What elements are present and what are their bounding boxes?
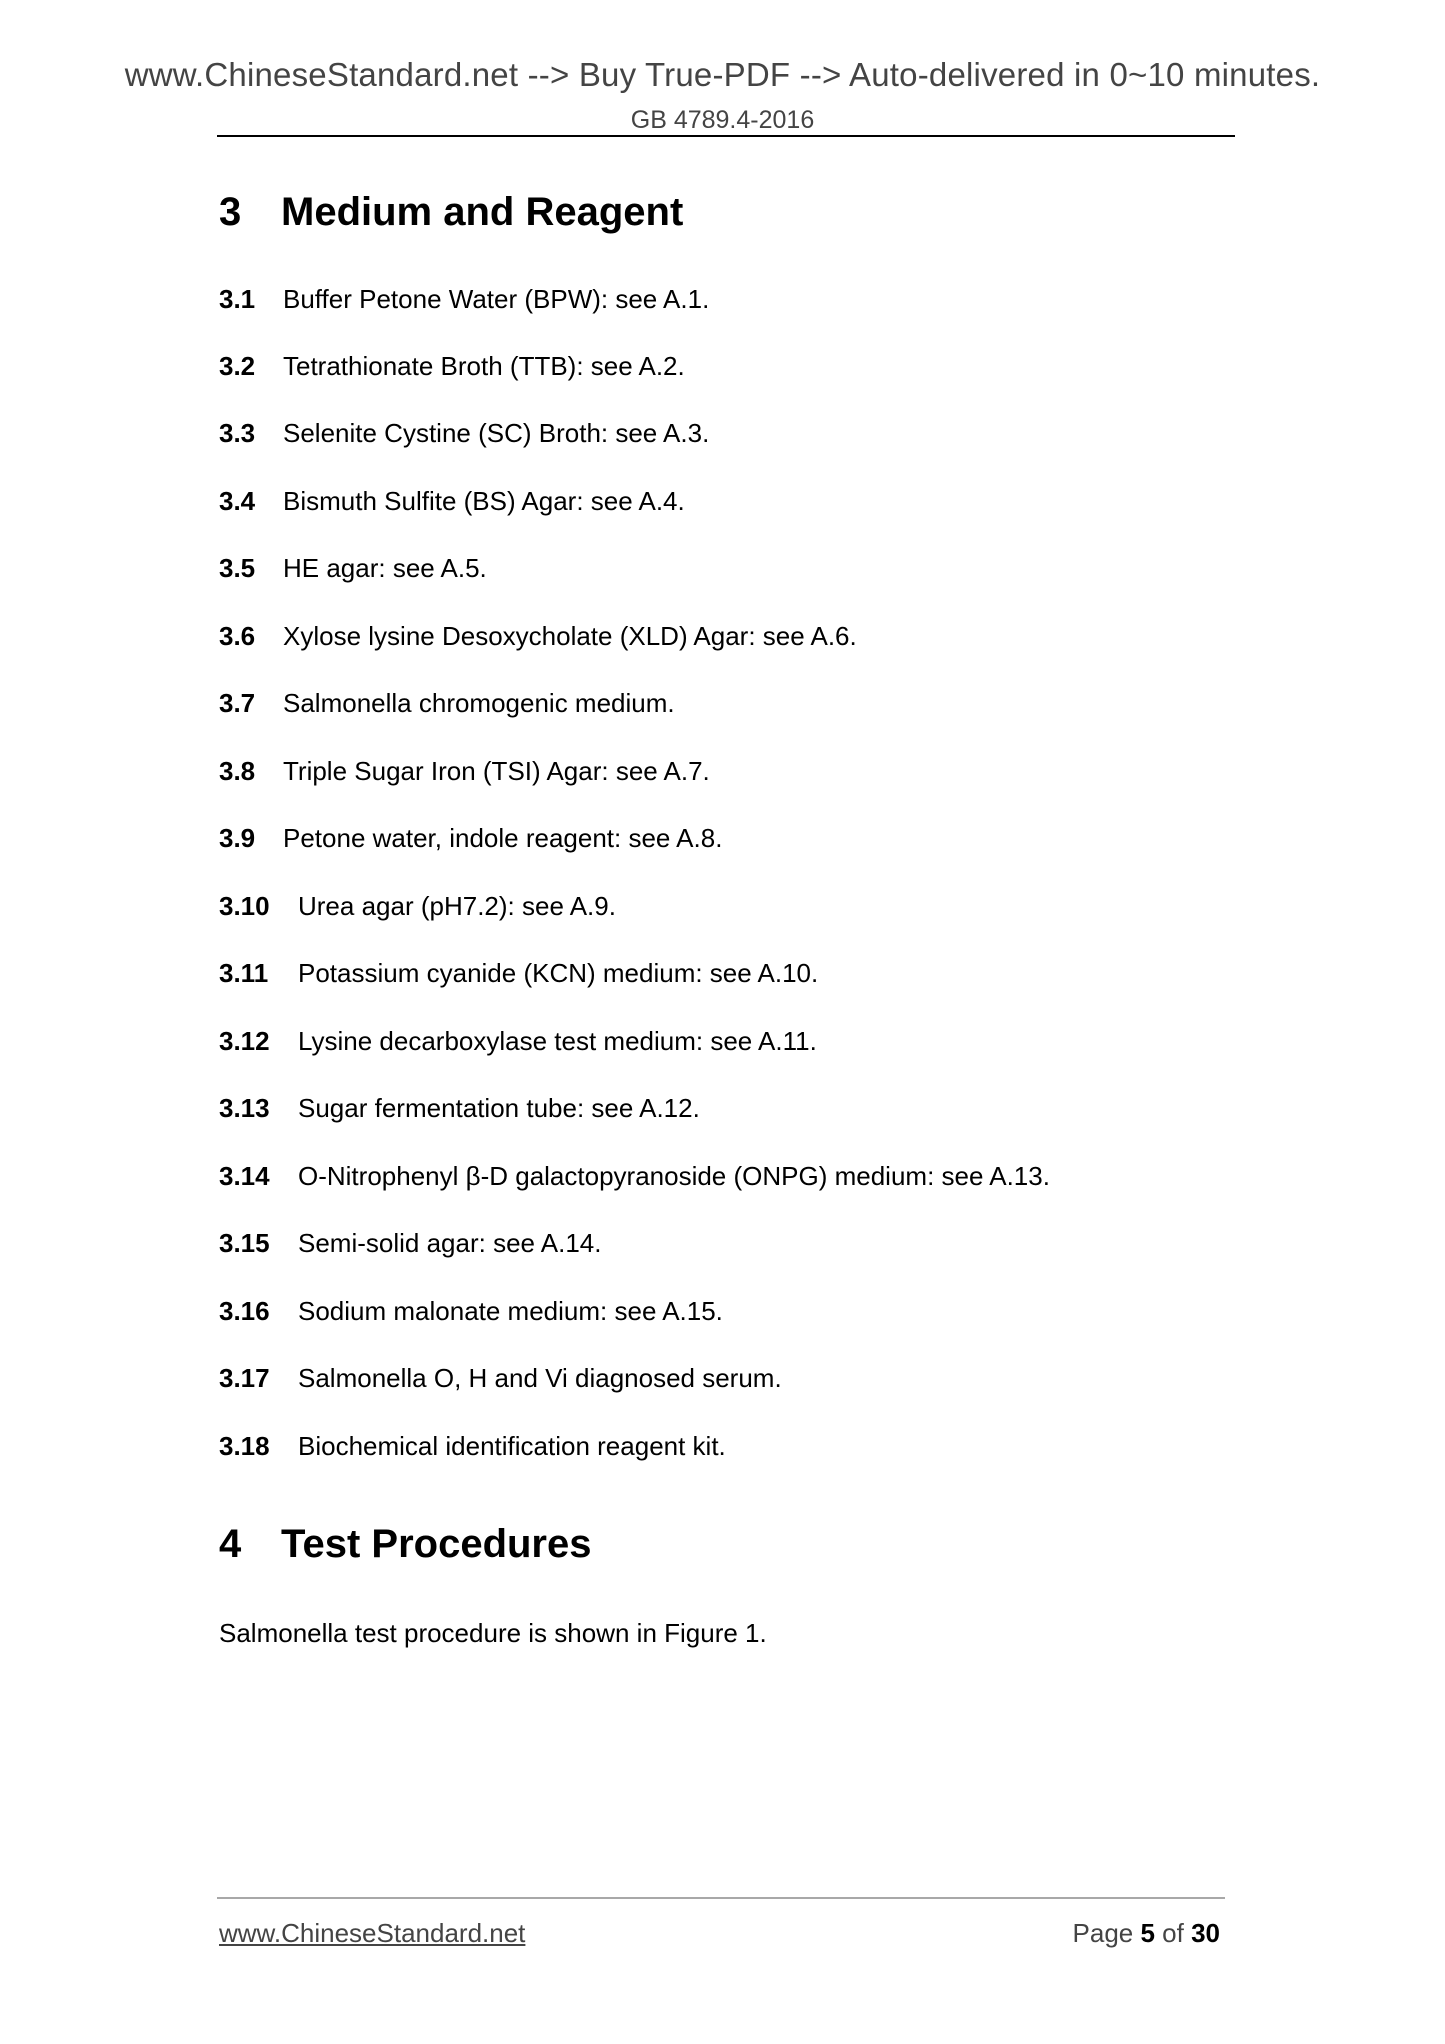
clause-3-7 (219, 688, 675, 719)
clause-text: Salmonella chromogenic medium. (283, 688, 675, 718)
clause-3-12 (219, 1026, 817, 1057)
clause-number: 3.15 (219, 1228, 270, 1258)
clause-number: 3.17 (219, 1363, 270, 1393)
section-4-number: 4 (219, 1522, 242, 1566)
page-total: 30 (1191, 1918, 1220, 1948)
standard-code: GB 4789.4-2016 (630, 106, 815, 134)
clause-3-18 (219, 1431, 726, 1462)
header-banner: www.ChineseStandard.net --> Buy True-PDF --> Auto-delivered in 0~10 minutes. (124, 56, 1321, 93)
clause-3-1 (219, 284, 709, 315)
clause-3-15 (219, 1228, 602, 1259)
clause-text: Salmonella O, H and Vi diagnosed serum. (298, 1363, 782, 1393)
clause-text: Sugar fermentation tube: see A.12. (298, 1093, 700, 1123)
clause-3-3 (219, 418, 709, 449)
clause-text: Tetrathionate Broth (TTB): see A.2. (283, 351, 685, 381)
clause-text: Buffer Petone Water (BPW): see A.1. (283, 284, 710, 314)
clause-3-4 (219, 486, 685, 517)
page-prefix: Page (1072, 1918, 1141, 1948)
clause-3-13 (219, 1093, 700, 1124)
clause-3-14 (219, 1161, 1050, 1192)
page-indicator (1073, 1918, 1220, 1949)
clause-text: O-Nitrophenyl β-D galactopyranoside (ONPG) medium: see A.13. (298, 1161, 1050, 1191)
clause-number: 3.7 (219, 688, 256, 718)
clause-number: 3.16 (219, 1296, 270, 1326)
clause-text: Lysine decarboxylase test medium: see A.11. (298, 1026, 817, 1056)
clause-number: 3.12 (219, 1026, 270, 1056)
section-4-title: Test Procedures (281, 1522, 592, 1566)
clause-text: HE agar: see A.5. (283, 553, 487, 583)
clause-number: 3.9 (219, 823, 256, 853)
clause-number: 3.6 (219, 621, 256, 651)
clause-3-6 (219, 621, 857, 652)
clause-number: 3.13 (219, 1093, 270, 1123)
clause-text: Selenite Cystine (SC) Broth: see A.3. (283, 418, 710, 448)
section-3-number: 3 (219, 190, 242, 234)
clause-number: 3.8 (219, 756, 256, 786)
clause-number: 3.18 (219, 1431, 270, 1461)
clause-text: Semi-solid agar: see A.14. (298, 1228, 602, 1258)
clause-3-10 (219, 891, 616, 922)
clause-number: 3.14 (219, 1161, 270, 1191)
clause-3-9 (219, 823, 722, 854)
clause-number: 3.10 (219, 891, 270, 921)
header-divider (217, 135, 1235, 137)
clause-3-17 (219, 1363, 782, 1394)
clause-text: Triple Sugar Iron (TSI) Agar: see A.7. (283, 756, 710, 786)
clause-3-5 (219, 553, 487, 584)
clause-text: Bismuth Sulfite (BS) Agar: see A.4. (283, 486, 685, 516)
section-4-heading (219, 1522, 592, 1567)
clause-text: Petone water, indole reagent: see A.8. (283, 823, 723, 853)
footer-divider (217, 1897, 1225, 1899)
clause-number: 3.2 (219, 351, 256, 381)
clause-number: 3.11 (219, 958, 269, 988)
clause-text: Sodium malonate medium: see A.15. (298, 1296, 723, 1326)
clause-3-2 (219, 351, 685, 382)
clause-number: 3.5 (219, 553, 256, 583)
clause-3-11 (219, 958, 818, 989)
clause-text: Biochemical identification reagent kit. (298, 1431, 726, 1461)
clause-number: 3.1 (219, 284, 256, 314)
clause-3-8 (219, 756, 710, 787)
page-current: 5 (1140, 1918, 1155, 1948)
section-4-intro: Salmonella test procedure is shown in Figure 1. (219, 1618, 767, 1648)
clause-number: 3.3 (219, 418, 256, 448)
clause-number: 3.4 (219, 486, 256, 516)
section-3-title: Medium and Reagent (281, 190, 684, 234)
section-3-heading (219, 190, 683, 235)
clause-text: Urea agar (pH7.2): see A.9. (298, 891, 616, 921)
page-of: of (1154, 1918, 1192, 1948)
clause-text: Xylose lysine Desoxycholate (XLD) Agar: see A.6. (283, 621, 857, 651)
clause-3-16 (219, 1296, 723, 1327)
footer-site-link[interactable]: www.ChineseStandard.net (219, 1918, 526, 1948)
clause-text: Potassium cyanide (KCN) medium: see A.10. (298, 958, 819, 988)
